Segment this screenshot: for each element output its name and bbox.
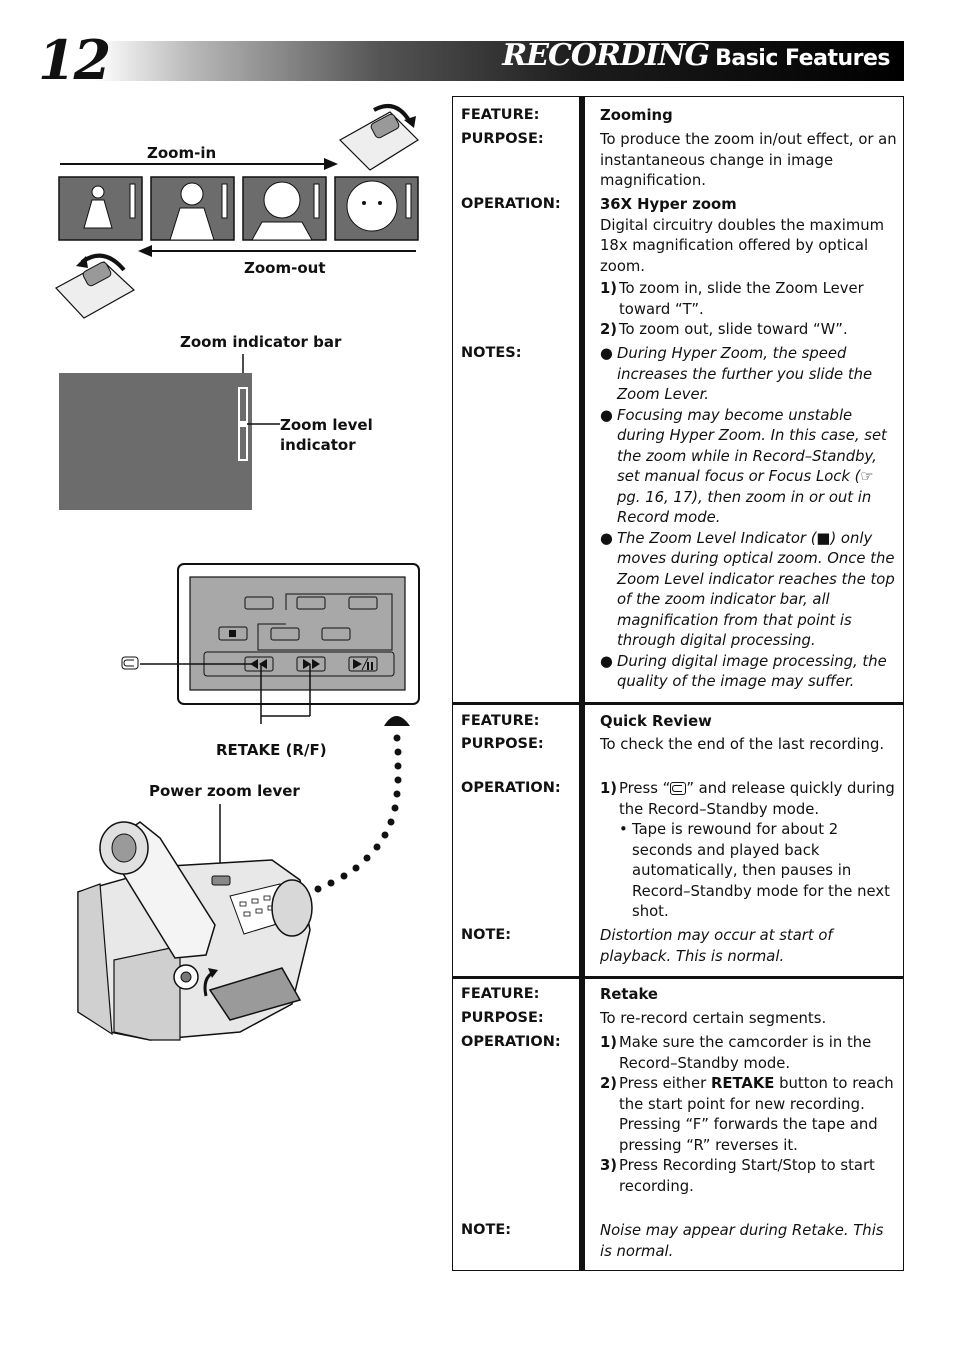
feature-label: FEATURE: <box>461 107 540 123</box>
purpose-label: PURPOSE: <box>461 736 544 752</box>
operation-intro: Digital circuitry doubles the maximum 18x magnification offered by optical zoom. <box>600 216 885 275</box>
step-number: 2) <box>600 321 618 338</box>
zoom-frame-1 <box>59 177 142 240</box>
purpose-text: To re-record certain segments. <box>600 1010 827 1027</box>
zoom-level-indicator-label-1: Zoom level <box>280 416 373 434</box>
operation-step <box>600 279 898 320</box>
operation-block <box>600 779 898 923</box>
zoom-frame-4 <box>335 177 418 240</box>
note-item: ● During digital image processing, the quality of the image may suffer. <box>600 652 887 690</box>
purpose-label: PURPOSE: <box>461 1010 544 1026</box>
zoom-lever-wide-icon <box>56 256 134 318</box>
note-item: ● Focusing may become unstable during Hyper Zoom. In this case, set the zoom while in Record–Standby, set manual focus or Focus Lock (☞ pg. 16, 17), then zoom in or out in Record mode. <box>600 406 887 526</box>
section-subtitle: Basic Features <box>715 46 890 71</box>
purpose-text: To produce the zoom in/out effect, or an instantaneous change in image magnification. <box>600 131 897 189</box>
viewfinder-screen <box>59 373 252 510</box>
note-text: Noise may appear during Retake. This is normal. <box>600 1222 884 1260</box>
step-number: 1) <box>600 280 618 297</box>
camcorder-illustration <box>60 700 430 1055</box>
operation-step <box>600 320 898 341</box>
operation-step: 2) Press either RETAKE button to reach the start point for new recording. <box>600 1075 894 1113</box>
zoom-lever-tele-icon <box>340 106 418 170</box>
zoom-sequence-illustration <box>0 90 440 330</box>
operation-label: OPERATION: <box>461 1034 561 1050</box>
operation-block <box>600 1033 898 1197</box>
operation-step: 1) Press “ ” and release quickly during the Record–Standby mode. <box>600 780 895 818</box>
page-title <box>502 38 890 73</box>
operation-block <box>600 195 898 341</box>
table-row-rule <box>452 702 904 705</box>
feature-name: Zooming <box>600 107 673 124</box>
step-text: To zoom out, slide toward “W”. <box>619 321 848 338</box>
zoom-in-label: Zoom-in <box>147 144 217 162</box>
note-label: NOTE: <box>461 1222 512 1238</box>
power-zoom-lever <box>212 876 230 885</box>
purpose-label: PURPOSE: <box>461 131 544 147</box>
zoom-indicator-illustration <box>0 350 300 520</box>
operation-step-continued: Pressing “F” forwards the tape and pressing “R” reverses it. <box>619 1116 878 1154</box>
zoom-frame-3 <box>243 177 326 240</box>
retake-label: RETAKE (R/F) <box>216 741 327 759</box>
zoom-level-indicator-label-2: indicator <box>280 436 356 454</box>
purpose-text: To check the end of the last recording. <box>600 736 885 753</box>
step-number: 2) <box>600 1075 618 1092</box>
operation-step: 1) Make sure the camcorder is in the Record–Standby mode. <box>600 1034 872 1072</box>
feature-name: Retake <box>600 986 658 1003</box>
table-column-divider <box>579 96 585 1271</box>
feature-label: FEATURE: <box>461 713 540 729</box>
page-number: 12 <box>38 28 110 92</box>
table-row-rule <box>452 976 904 979</box>
step-number: 1) <box>600 1034 618 1051</box>
feature-label: FEATURE: <box>461 986 540 1002</box>
operation-sub-item: • Tape is rewound for about 2 seconds and played back automatically, then pauses in Record–Standby mode for the next shot. <box>619 821 890 920</box>
step-text: To zoom in, slide the Zoom Lever toward “T”. <box>619 280 864 318</box>
step-number: 3) <box>600 1157 618 1174</box>
notes-block <box>600 344 898 693</box>
retake-keyword: RETAKE <box>710 1075 775 1092</box>
operation-label: OPERATION: <box>461 196 561 212</box>
note-label: NOTE: <box>461 927 512 943</box>
zoom-level-indicator <box>240 421 246 427</box>
section-title: RECORDING <box>502 38 710 73</box>
note-text: Distortion may occur at start of playback. This is normal. <box>600 927 833 965</box>
zoom-out-label: Zoom-out <box>244 259 326 277</box>
zoom-indicator-bar-label: Zoom indicator bar <box>180 333 342 351</box>
notes-label: NOTES: <box>461 345 522 361</box>
power-zoom-lever-label: Power zoom lever <box>149 782 300 800</box>
operation-step: 3) Press Recording Start/Stop to start recording. <box>600 1157 875 1195</box>
zoom-frame-2 <box>151 177 234 240</box>
dotted-path <box>302 716 411 898</box>
step-number: 1) <box>600 780 618 797</box>
operation-heading: 36X Hyper zoom <box>600 196 737 213</box>
feature-name: Quick Review <box>600 713 712 730</box>
quick-review-icon <box>670 782 686 795</box>
note-item: ● The Zoom Level Indicator (■) only moves during optical zoom. Once the Zoom Level indicator reaches the top of the zoom indicator bar, all magnification from that point is through digital processing. <box>600 529 895 649</box>
note-item: ● During Hyper Zoom, the speed increases the further you slide the Zoom Lever. <box>600 345 873 403</box>
operation-label: OPERATION: <box>461 780 561 796</box>
